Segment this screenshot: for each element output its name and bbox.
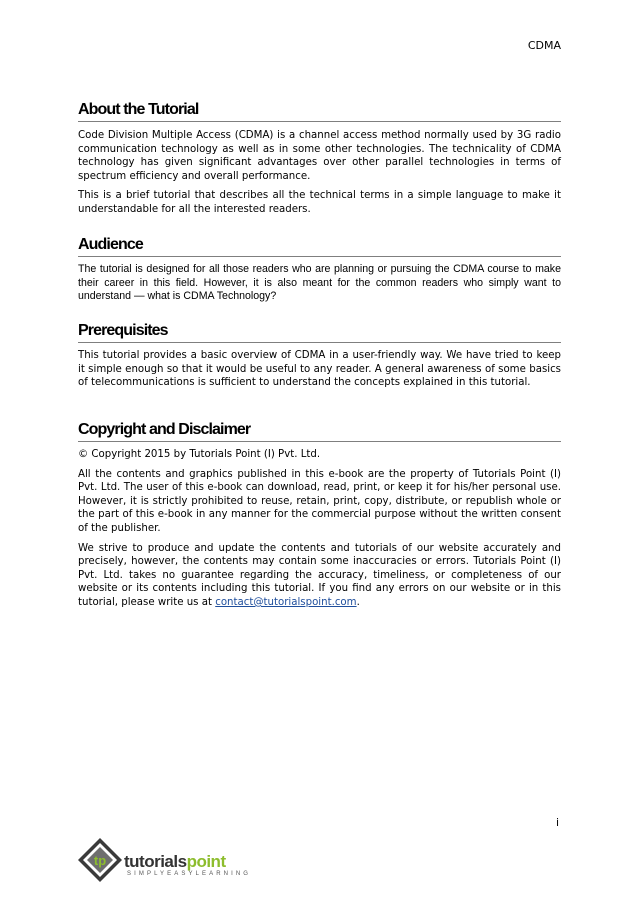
- contact-email-link[interactable]: contact@tutorialspoint.com: [215, 596, 357, 608]
- copyright-line: © Copyright 2015 by Tutorials Point (I) Pvt. Ltd.: [78, 449, 321, 460]
- section-heading-about: About the Tutorial: [78, 100, 561, 122]
- paragraph: This is a brief tutorial that describes all the technical terms in a simple language to make it understandable for all the interested readers.: [78, 190, 561, 215]
- page-number: i: [555, 816, 559, 829]
- paragraph-text: We strive to produce and update the contents and tutorials of our website accurately and precisely, however, the contents may contain some inaccuracies or errors. Tutorials Point (I) Pvt. Ltd. takes no guarantee regarding the accuracy, timeliness, or completeness of our website or its contents including this tutorial. If you find any errors on our website or in this tutorial, please write us at: [78, 542, 561, 608]
- paragraph: This tutorial provides a basic overview of CDMA in a user-friendly way. We have tried to keep it simple enough so that it would be useful to any reader. A general awareness of some basics of telecommunications is sufficient to understand the concepts explained in this tutorial.: [78, 350, 561, 389]
- section-copyright: [78, 420, 561, 610]
- section-prerequisites: [78, 321, 561, 390]
- logo-word-accent: point: [186, 852, 226, 871]
- tutorialspoint-logo: [78, 836, 252, 886]
- section-heading-prerequisites: Prerequisites: [78, 321, 561, 343]
- paragraph-with-link: We strive to produce and update the contents and tutorials of our website accurately and precisely, however, the contents may contain some inaccuracies or errors. Tutorials Point (I) Pvt. Ltd. takes no guarantee regarding the accuracy, timeliness, or completeness of our website or its contents including this tutorial. If you find any errors on our website or in this tutorial, please write us at contact@tutorialspoint.com.: [78, 542, 561, 608]
- logo-wordmark: [124, 852, 226, 872]
- paragraph: Code Division Multiple Access (CDMA) is a channel access method normally used by 3G radio communication technology as well as in some other technologies. The technicality of CDMA technology has given significant advantages over other parallel technologies in terms of spectrum efficiency and overall performance.: [78, 130, 561, 182]
- paragraph: The tutorial is designed for all those readers who are planning or pursuing the CDMA course to make their career in this field. However, it is also meant for the common readers who simply want to understand — what is CDMA Technology?: [78, 263, 561, 303]
- logo-word-main: tutorials: [124, 852, 187, 871]
- logo-tagline: SIMPLYEASYLEARNING: [127, 871, 252, 877]
- section-heading-copyright: Copyright and Disclaimer: [78, 420, 561, 442]
- section-heading-audience: Audience: [78, 235, 561, 257]
- header-title: CDMA: [527, 39, 561, 52]
- section-audience: [78, 235, 561, 304]
- logo-badge-text: tp: [93, 853, 107, 868]
- logo-badge-icon: [78, 836, 126, 886]
- section-about: [78, 100, 561, 217]
- paragraph: All the contents and graphics published in this e-book are the property of Tutorials Point (I) Pvt. Ltd. The user of this e-book can download, read, print, or keep it for his/her personal use. However, it is strictly prohibited to reuse, retain, print, copy, distribute, or republish whole or the part of this e-book in any manner for the commercial purpose without the written consent of the publisher.: [78, 468, 561, 534]
